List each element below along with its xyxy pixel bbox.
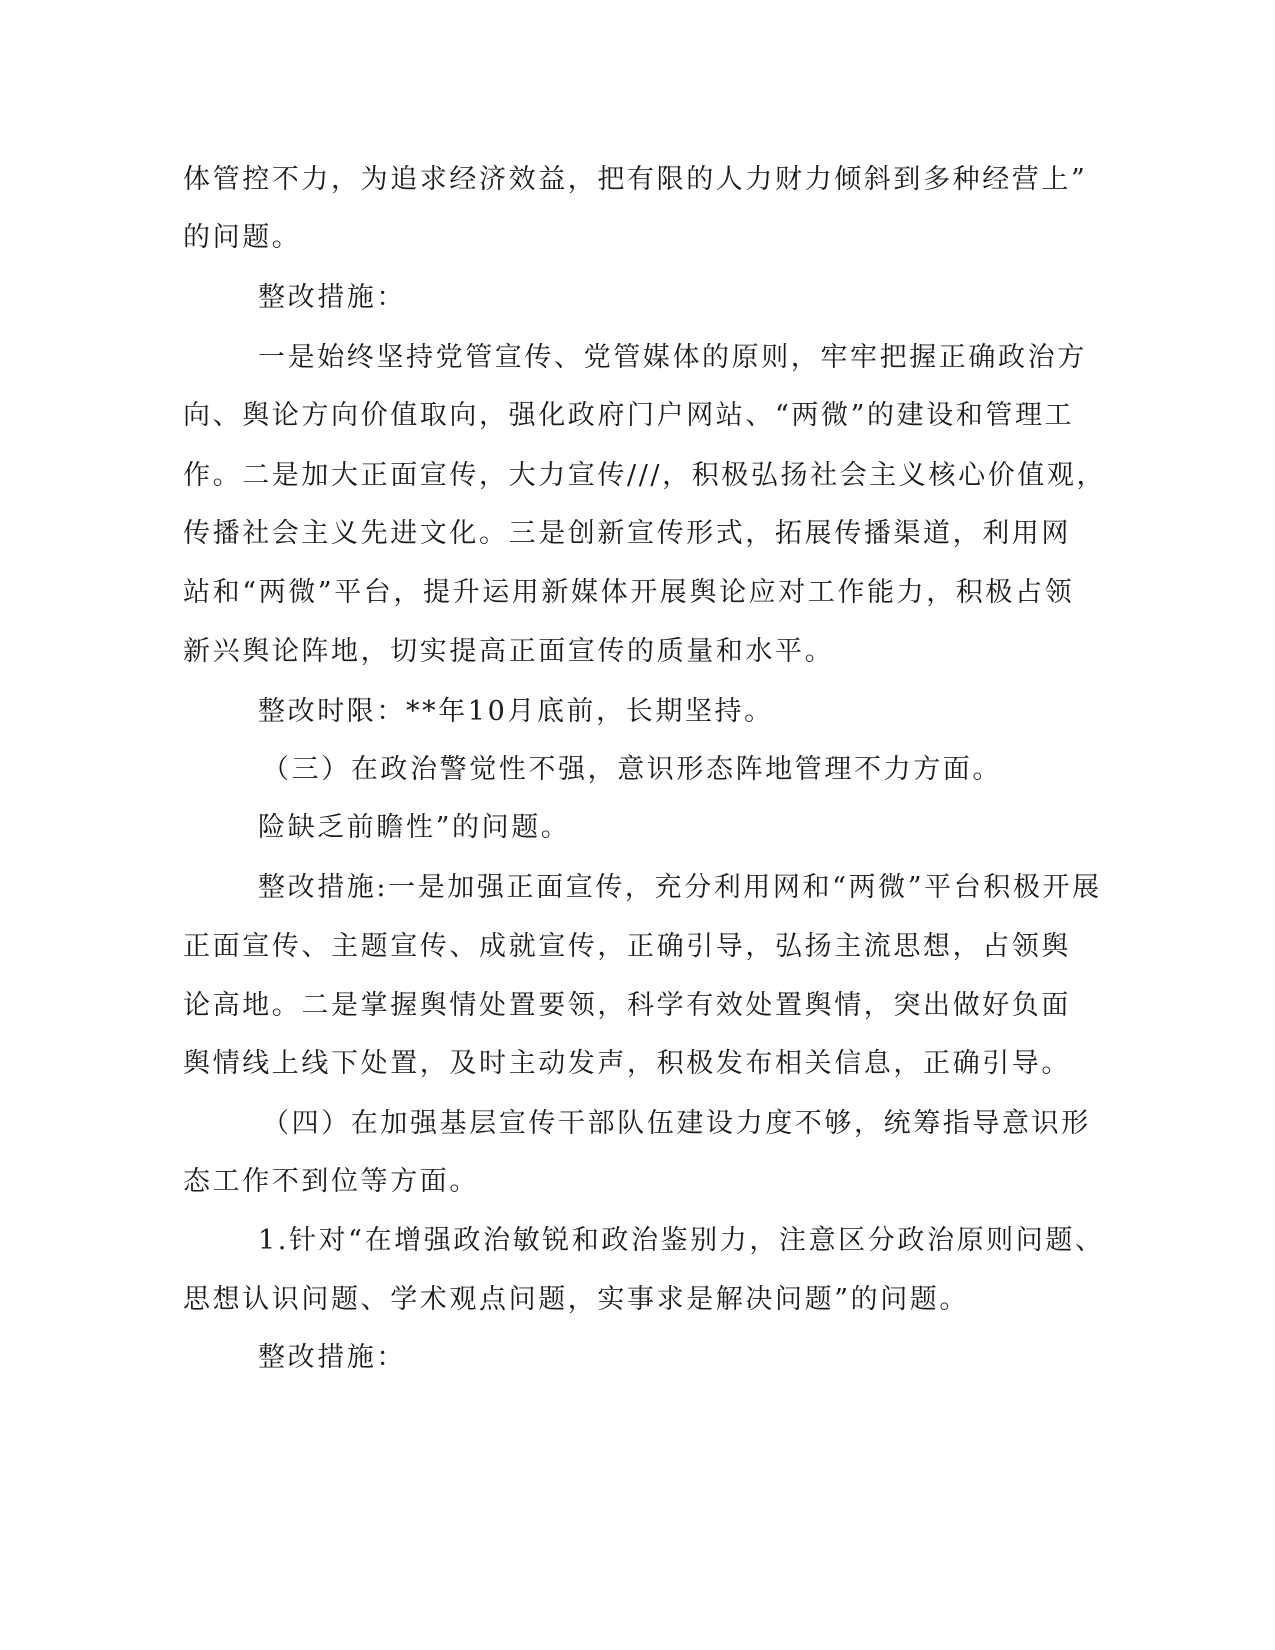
body-text-line: 正面宣传、主题宣传、成就宣传，正确引导，弘扬主流思想，占领舆: [183, 931, 1071, 962]
body-text-line: 思想认识问题、学术观点问题，实事求是解决问题”的问题。: [183, 1284, 970, 1315]
body-text-line: 站和“两微”平台，提升运用新媒体开展舆论应对工作能力，积极占领: [183, 577, 1075, 608]
section-heading: 整改措施：: [258, 1342, 406, 1373]
body-text-line: 整改措施:一是加强正面宣传，充分利用网和“两微”平台积极开展: [258, 872, 1102, 903]
body-text-line: 一是始终坚持党管宣传、党管媒体的原则，牢牢把握正确政治方: [258, 342, 1087, 373]
body-text-line: 1.针对“在增强政治敏锐和政治鉴别力，注意区分政治原则问题、: [258, 1225, 1105, 1256]
body-text-line: 作。二是加大正面宣传，大力宣传///，积极弘扬社会主义核心价值观，: [183, 460, 1107, 491]
body-text-line: 传播社会主义先进文化。三是创新宣传形式，拓展传播渠道，利用网: [183, 518, 1071, 549]
body-text-line: 向、舆论方向价值取向，强化政府门户网站、“两微”的建设和管理工: [183, 400, 1075, 431]
body-text-line: 论高地。二是掌握舆情处置要领，科学有效处置舆情，突出做好负面: [183, 990, 1071, 1021]
body-text-line: 新兴舆论阵地，切实提高正面宣传的质量和水平。: [183, 636, 835, 667]
body-text-line: 的问题。: [183, 222, 302, 253]
body-text-line: 态工作不到位等方面。: [183, 1166, 479, 1197]
body-text-line: 体管控不力，为追求经济效益，把有限的人力财力倾斜到多种经营上”: [183, 164, 1088, 195]
section-heading: （四）在加强基层宣传干部队伍建设力度不够，统筹指导意识形: [262, 1108, 1091, 1139]
body-text-line: 舆情线上线下处置，及时主动发声，积极发布相关信息，正确引导。: [183, 1048, 1071, 1079]
deadline-line: 整改时限：**年10月底前，长期坚持。: [258, 696, 774, 727]
body-text-line: 险缺乏前瞻性”的问题。: [258, 812, 571, 843]
section-heading: （三）在政治警觉性不强，意识形态阵地管理不力方面。: [262, 754, 1002, 785]
section-heading: 整改措施：: [258, 282, 406, 313]
